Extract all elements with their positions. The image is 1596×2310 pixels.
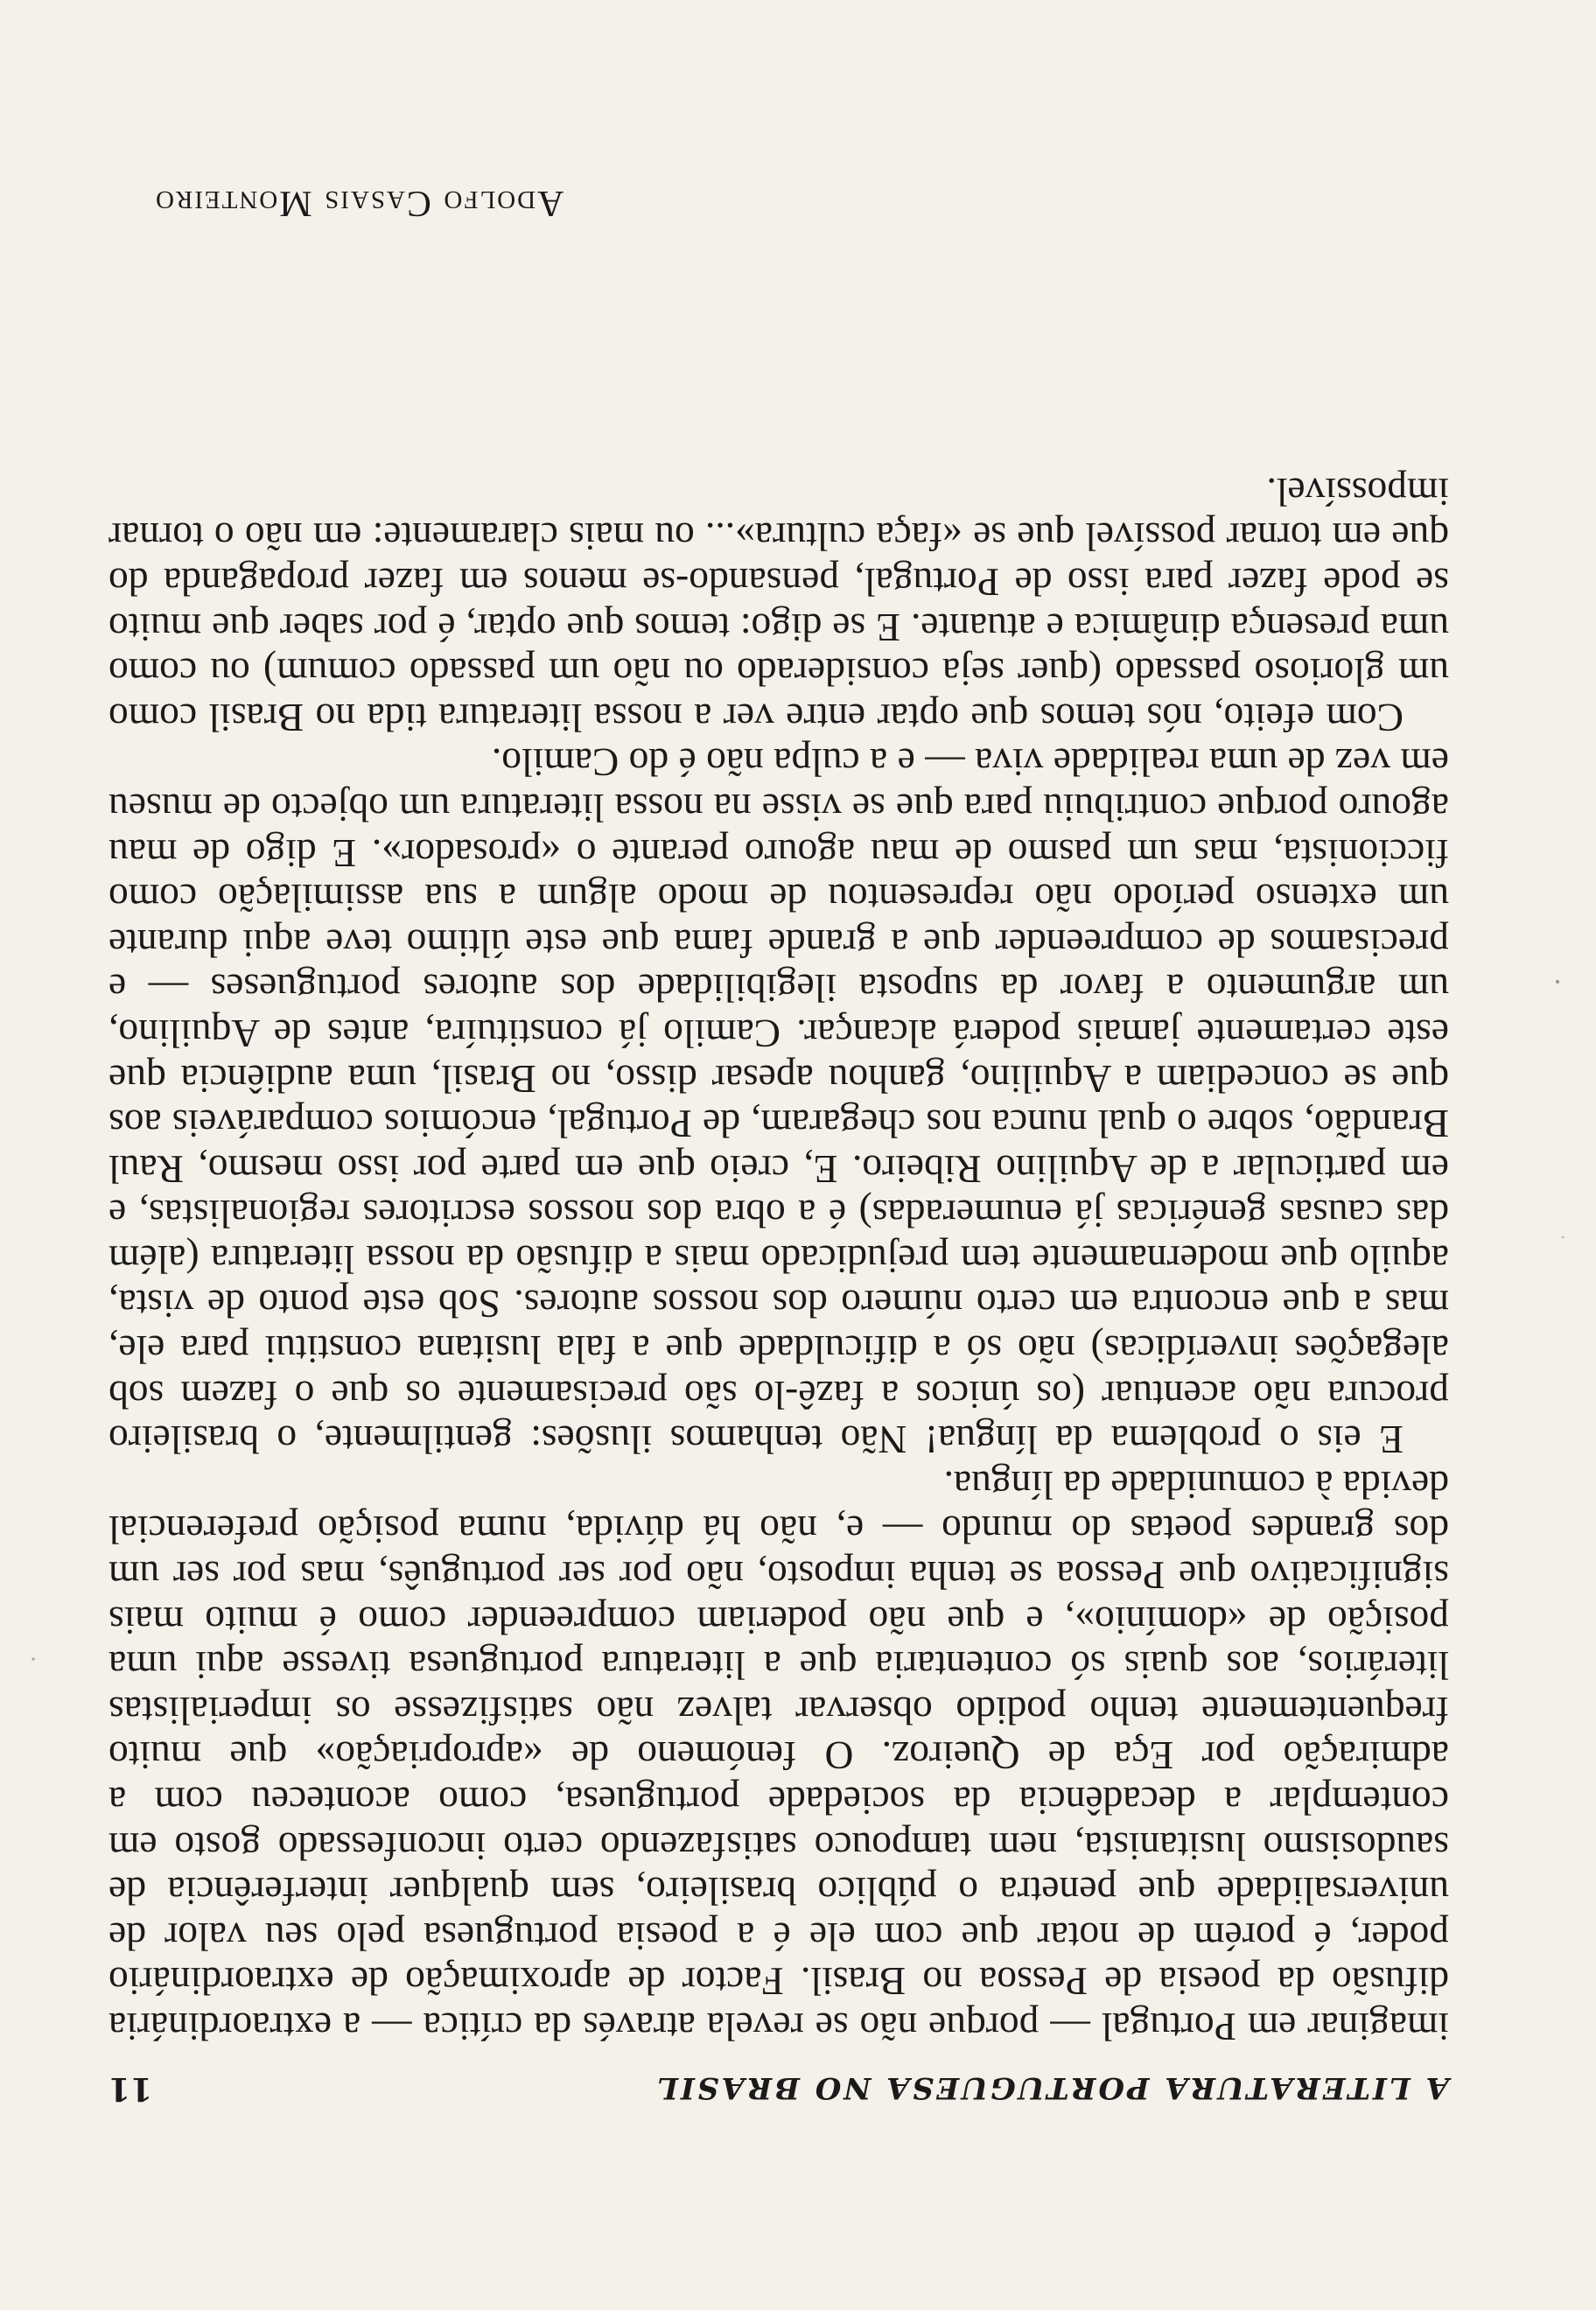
- paragraph-pessoa: imaginar em Portugal — porque não se revela através da crítica — a extraordinária difusão da poesia de Pessoa no Brasil. Factor de aproximação de extraordinário poder, é porém de notar que com ele é a poesia portuguesa pelo seu valor de universalidade que penetra o público brasileiro, sem qualquer interferência de saudosismo lusitanista, nem tampouco satisfazendo certo inconfessado gosto em contemplar a decadência da sociedade portuguesa, como aconteceu com a admiração por Eça de Queiroz. O fenómeno de «apropriação» que muito frequentemente tenho podido observar talvez não satisfizesse os imperialistas literários, aos quais só contentaria que a literatura portuguesa tivesse aqui uma posição de «domínio», e que não poderiam compreender como é muito mais significativo que Pessoa se tenha imposto, não por ser português, mas por ser um dos grandes poetas do mundo — e, não há dúvida, numa posição preferencial devida à comunidade da língua.: [108, 1462, 1449, 2049]
- speck: [1562, 1236, 1564, 1239]
- speck: [1556, 980, 1559, 984]
- running-title: A LITERATURA PORTUGUESA NO BRASIL: [654, 2070, 1449, 2105]
- author-signature: Adolfo Casais Monteiro: [154, 183, 564, 223]
- paragraph-lingua: E eis o problema da língua! Não tenhamos ilusões: gentilmente, o brasileiro procura não acentuar (os únicos a fazê-lo são precisamente os que o fazem sob alegações inverídicas) não só a dificuldade que a fala lusitana constitui para ele, mas a que encontra em certo número dos nossos autores. Sob este ponto de vista, aquilo que modernamente tem prejudicado mais a difusão da nossa literatura (além das causas genéricas já enumeradas) é a obra dos nossos escritores regionalistas, e em particular a de Aquilino Ribeiro. E, creio que em parte por isso mesmo, Raul Brandão, sobre o qual nunca nos chegaram, de Portugal, encómios comparáveis aos que se concediam a Aquilino, ganhou apesar disso, no Brasil, uma audiência que este certamente jamais poderá alcançar. Camilo já constituíra, antes de Aquilino, um argumento a favor da suposta ilegibilidade dos autores portugueses — e precisamos de compreender que a grande fama que este último teve aqui durante um extenso período não representou de modo algum a sua assimilação como ficcionista, mas um pasmo de mau agouro perante o «prosador». E digo de mau agouro porque contribuiu para que se visse na nossa literatura um objecto de museu em vez de uma realidade viva — e a culpa não é do Camilo.: [108, 740, 1449, 1463]
- speck: [32, 1657, 34, 1660]
- page-number: 11: [108, 2070, 153, 2107]
- paragraph-optar: Com efeito, nós temos que optar entre ver a nossa literatura tida no Brasil como um glorioso passado (quer seja considerado ou não um passado comum) ou como uma presença dinâmica e atuante. E se digo: temos que optar, é por saber que muito se pode fazer para isso de Portugal, pensando-se menos em fazer propaganda do que em tornar possível que se «faça cultura»... ou mais claramente: em não o tornar impossível.: [108, 469, 1449, 740]
